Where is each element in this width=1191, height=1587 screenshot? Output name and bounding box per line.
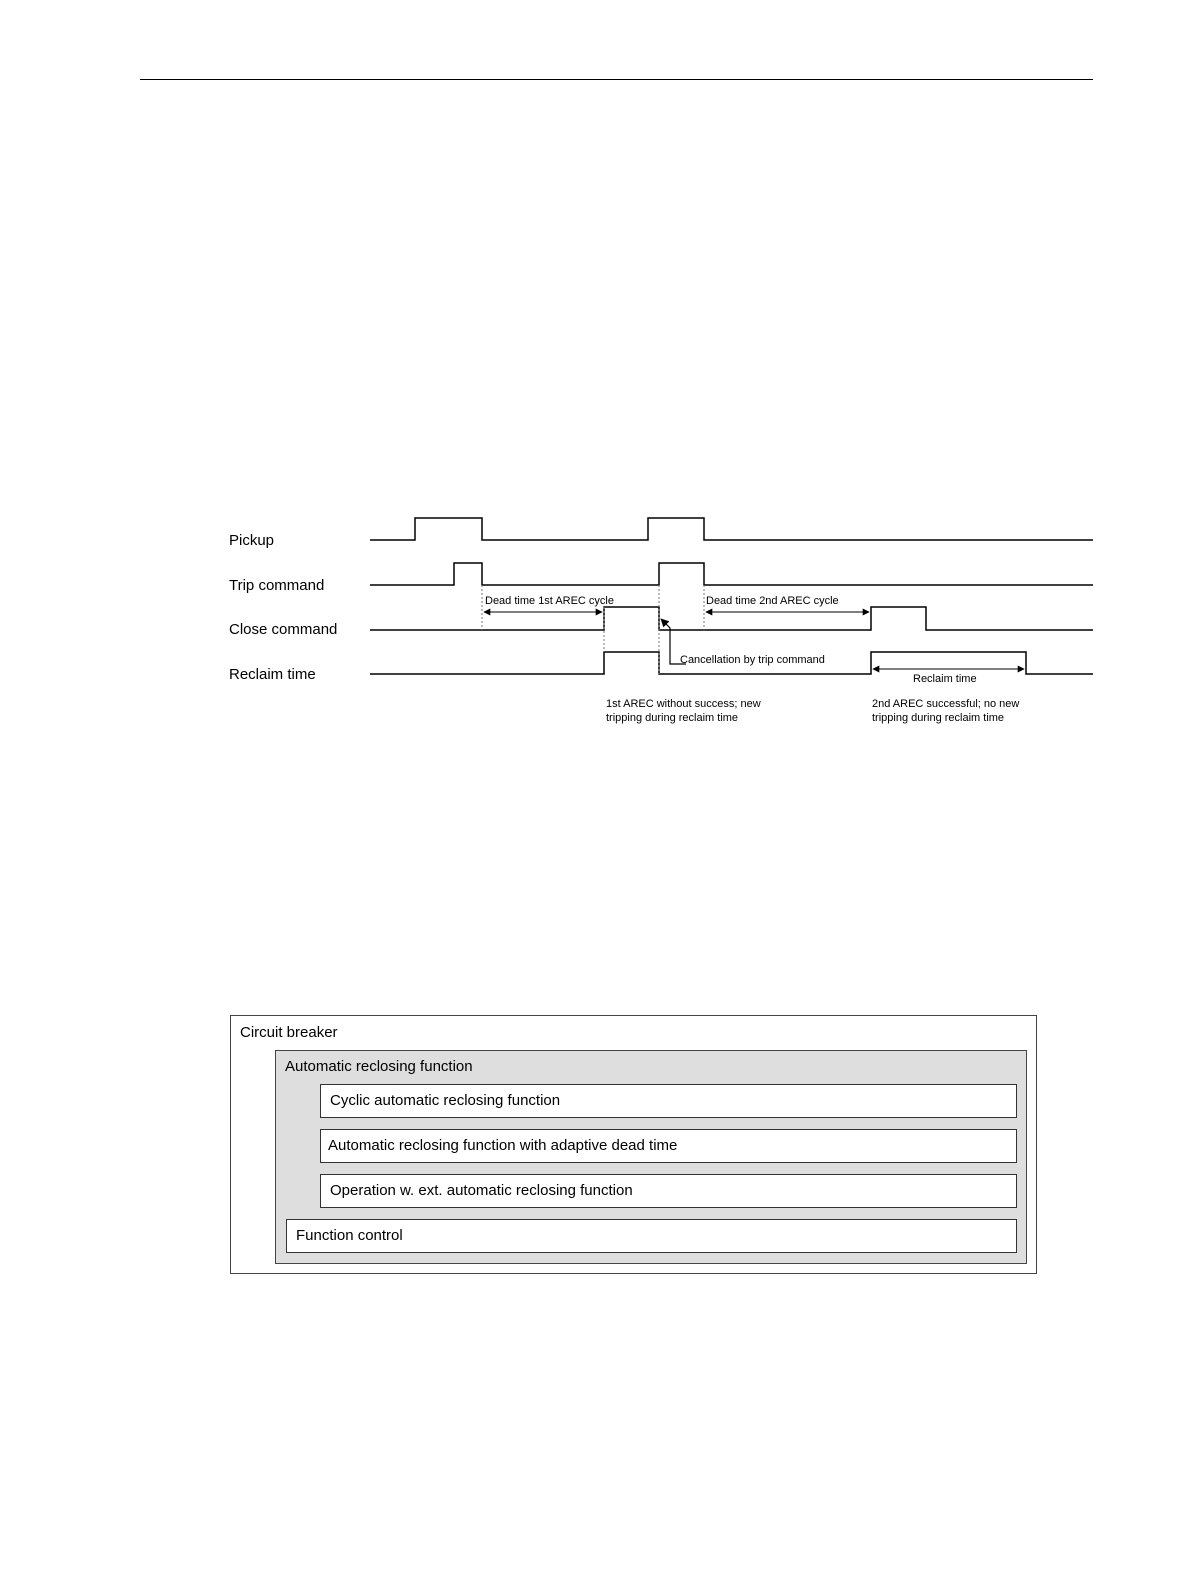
cancellation-label: Cancellation by trip command [680, 654, 825, 666]
circuit-breaker-box [230, 1015, 1037, 1274]
waveform-pickup [370, 518, 1093, 540]
dead-time-1-label: Dead time 1st AREC cycle [485, 595, 614, 607]
cyclic-reclosing-box: Cyclic automatic reclosing function [320, 1084, 1017, 1118]
automatic-reclosing-function-title: Automatic reclosing function [285, 1058, 473, 1075]
note-2-line-2: tripping during reclaim time [872, 712, 1005, 724]
note-2-line-1: 2nd AREC successful; no new [872, 698, 1020, 710]
automatic-reclosing-function-box [275, 1050, 1027, 1264]
signal-label-trip-command: Trip command [229, 577, 325, 594]
signal-label-reclaim-time: Reclaim time [229, 666, 316, 683]
reclaim-time-label: Reclaim time [913, 673, 977, 685]
signal-label-pickup: Pickup [229, 532, 275, 549]
timing-diagram [0, 0, 1191, 760]
note-1-line-2: tripping during reclaim time [606, 712, 739, 724]
circuit-breaker-title: Circuit breaker [240, 1024, 338, 1041]
note-1-line-1: 1st AREC without success; new [606, 698, 761, 710]
adaptive-dead-time-box: Automatic reclosing function with adaptive dead time [320, 1129, 1017, 1163]
external-reclosing-box: Operation w. ext. automatic reclosing function [320, 1174, 1017, 1208]
waveform-close-command [370, 607, 1093, 630]
dead-time-2-label: Dead time 2nd AREC cycle [706, 595, 839, 607]
waveform-trip-command [370, 563, 1093, 585]
function-control-box: Function control [286, 1219, 1017, 1253]
signal-label-close-command: Close command [229, 621, 338, 638]
